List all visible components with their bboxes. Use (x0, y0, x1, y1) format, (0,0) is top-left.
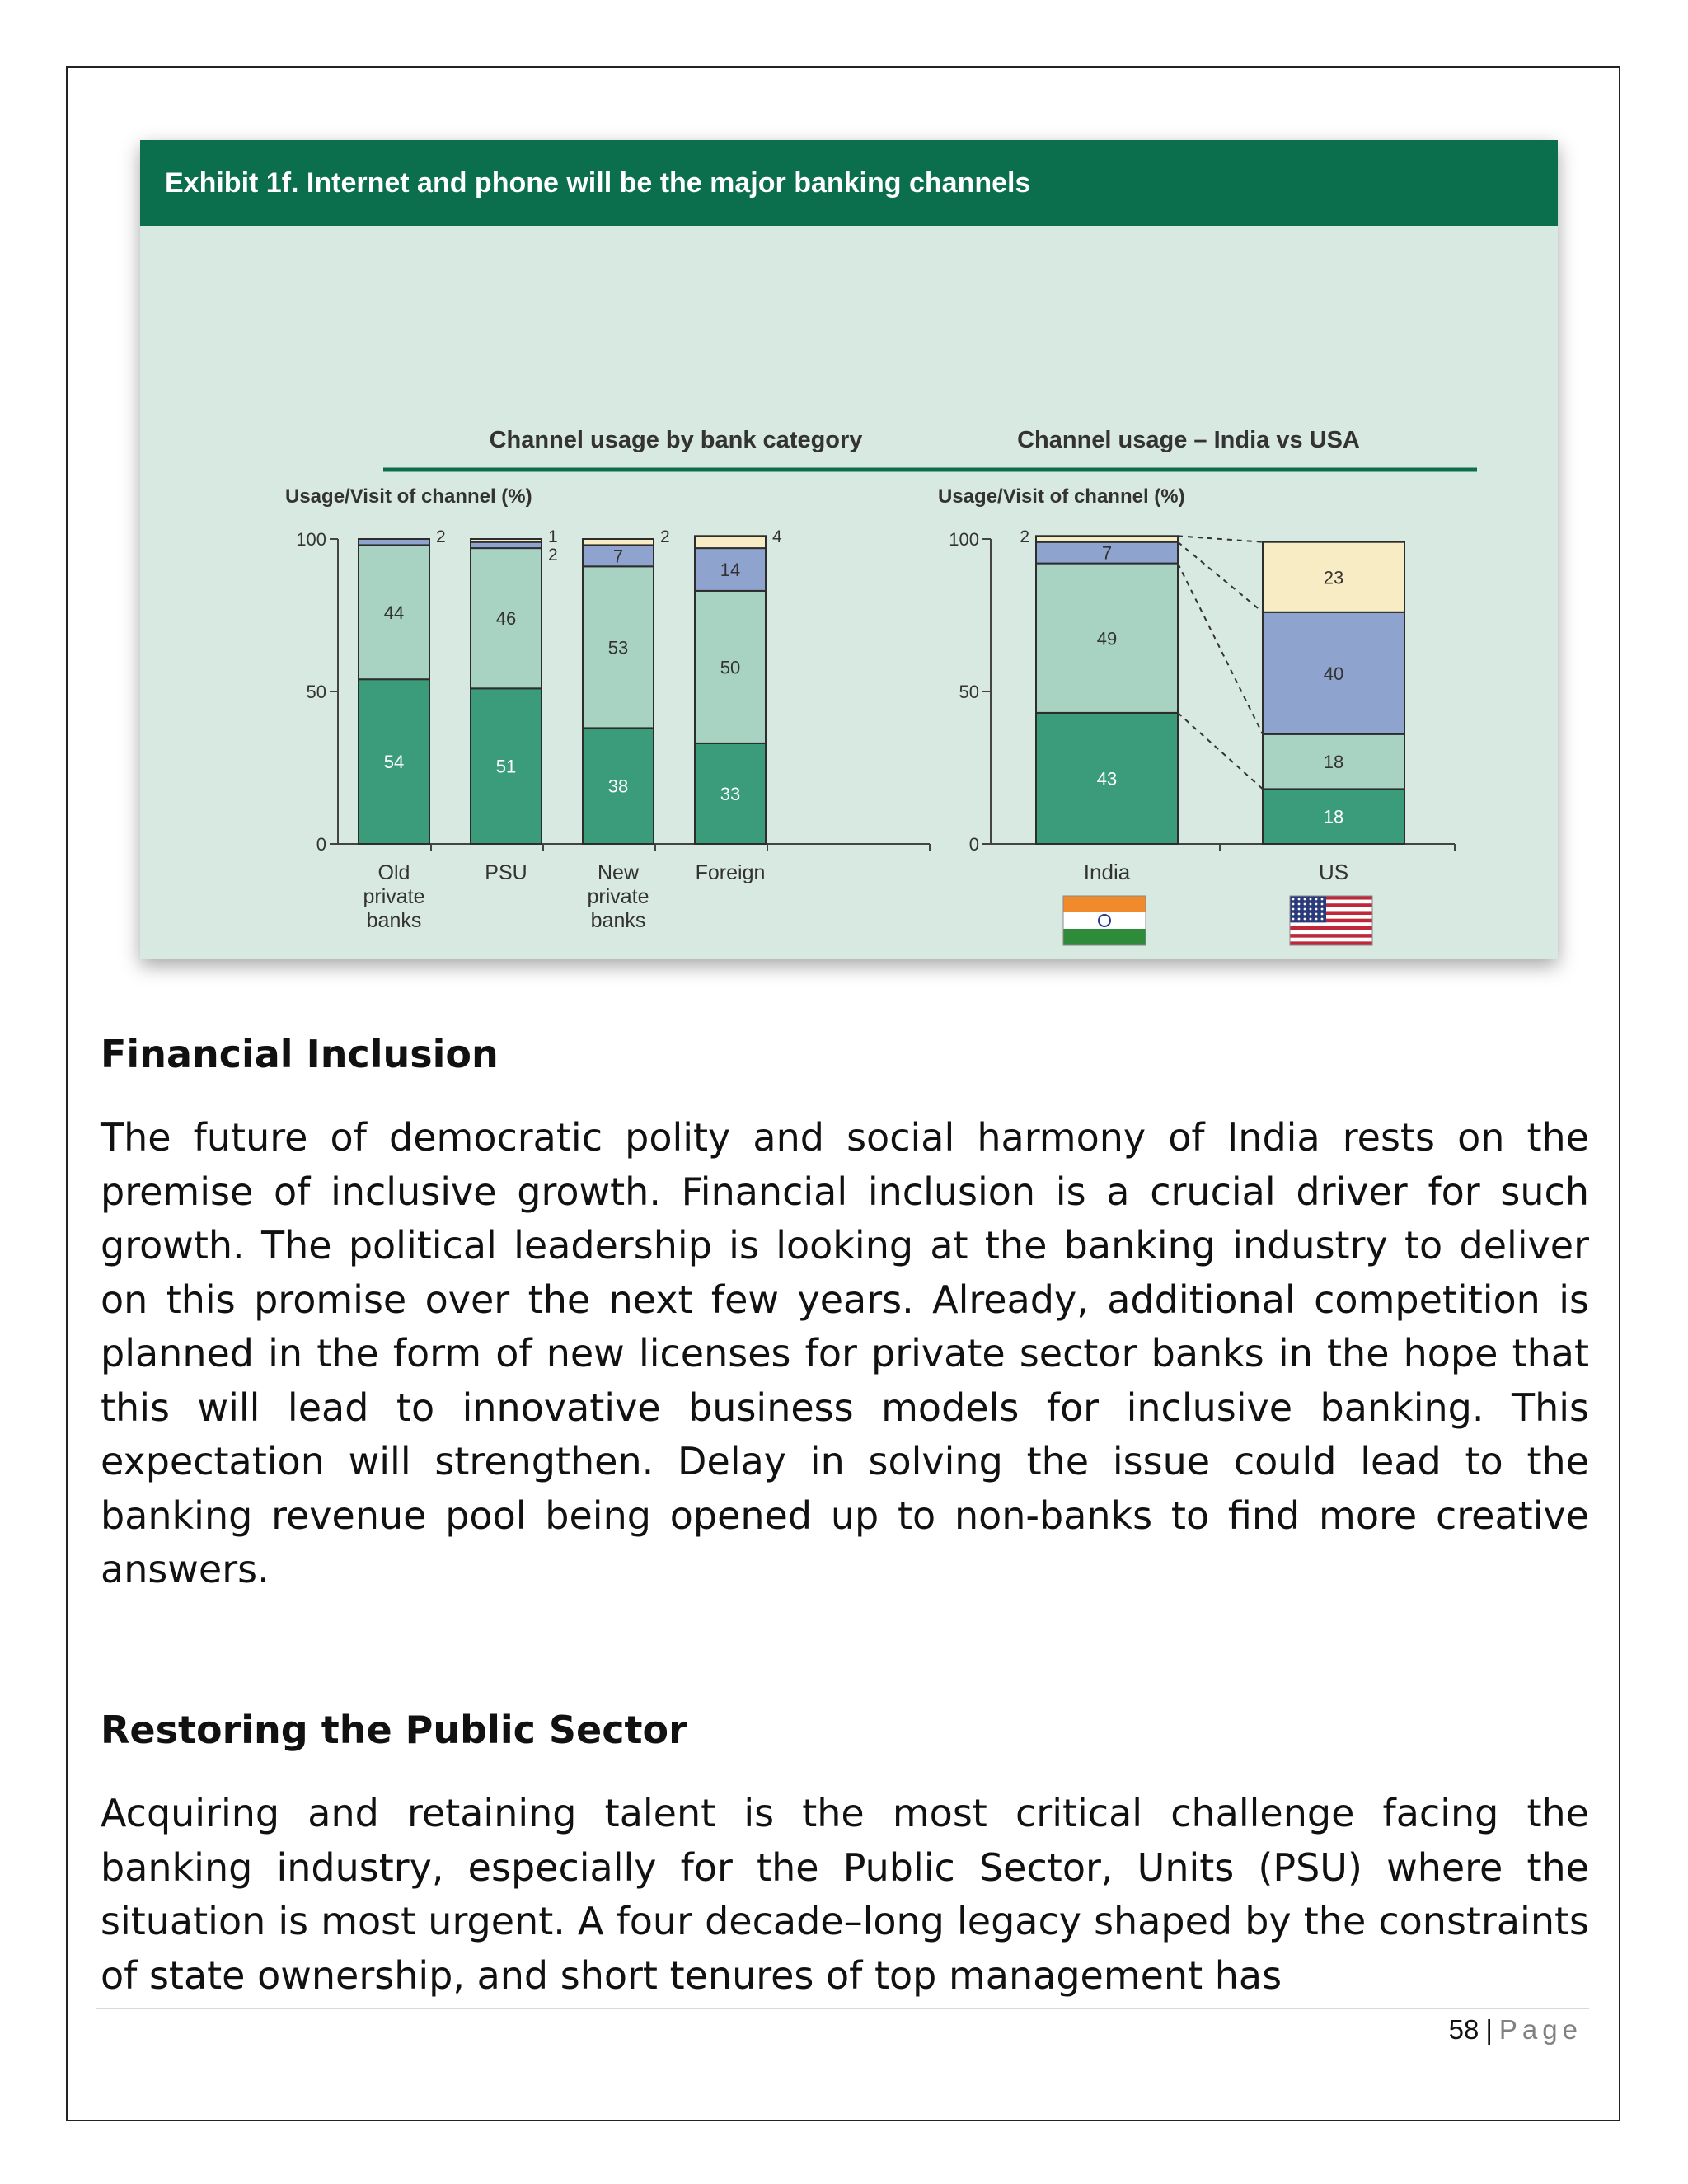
section-heading-financial-inclusion: Financial Inclusion (101, 1032, 499, 1076)
x-category-label: US (1318, 860, 1349, 884)
us-flag-star (1321, 903, 1324, 906)
connector-dashed-line (1178, 564, 1263, 734)
x-category-label: banks (366, 909, 422, 932)
data-label: 49 (1096, 628, 1118, 649)
us-flag-star (1310, 918, 1312, 921)
us-flag-star (1315, 898, 1318, 901)
us-flag-star (1315, 918, 1318, 921)
x-category-label: private (587, 885, 649, 908)
data-label: 33 (720, 783, 741, 804)
bar-segment-internet-banking (359, 539, 429, 545)
data-label: 53 (607, 637, 629, 658)
exhibit-chart (140, 226, 1558, 959)
us-flag-star (1321, 898, 1324, 901)
data-label: 23 (1323, 567, 1344, 588)
data-label: 18 (1323, 806, 1344, 827)
data-label: 7 (612, 546, 624, 567)
us-flag-star (1304, 918, 1306, 921)
us-flag-star (1304, 913, 1306, 916)
chart-title: Channel usage – India vs USA (1017, 427, 1360, 453)
x-category-label: Foreign (695, 861, 766, 884)
us-flag-star (1292, 903, 1295, 906)
data-label: 43 (1096, 768, 1118, 790)
connector-dashed-line (1178, 536, 1263, 541)
footer-separator: | (1485, 2014, 1493, 2045)
data-label: 51 (495, 756, 517, 777)
chart-title: Channel usage by bank category (489, 427, 863, 453)
us-flag-star (1292, 898, 1295, 901)
us-flag-star (1310, 908, 1312, 911)
data-label-outside: 4 (772, 527, 782, 546)
data-label: 44 (383, 602, 405, 623)
data-label: 46 (495, 608, 517, 630)
us-flag-stripe (1290, 922, 1372, 926)
y-axis-label: Usage/Visit of channel (%) (938, 485, 1185, 508)
data-label: 54 (383, 752, 405, 773)
footer-divider (96, 2008, 1589, 2009)
data-label: 7 (1101, 542, 1113, 564)
us-flag-star (1321, 908, 1324, 911)
us-flag-star (1321, 918, 1324, 921)
y-tick-label: 0 (316, 834, 326, 855)
us-flag-star (1304, 898, 1306, 901)
us-flag-star (1298, 918, 1301, 921)
page-label: Page (1498, 2014, 1582, 2045)
page-number: 58 (1448, 2014, 1479, 2045)
us-flag-star (1298, 898, 1301, 901)
us-flag-star (1310, 913, 1312, 916)
section-heading-restoring-public-sector: Restoring the Public Sector (101, 1708, 687, 1752)
us-flag-star (1304, 903, 1306, 906)
us-flag-star (1298, 913, 1301, 916)
us-flag-star (1292, 913, 1295, 916)
us-flag-star (1304, 908, 1306, 911)
india-flag-saffron-band (1063, 896, 1146, 912)
x-category-label: New (597, 861, 640, 884)
x-category-label: Old (377, 861, 410, 884)
connector-dashed-line (1178, 713, 1263, 790)
us-flag-star (1315, 913, 1318, 916)
us-flag-star (1321, 913, 1324, 916)
bar-segment-call-centers (583, 539, 654, 545)
us-flag-stripe (1290, 934, 1372, 938)
y-tick-label: 50 (306, 682, 326, 702)
data-label-outside: 2 (1020, 527, 1029, 546)
y-tick-label: 100 (949, 529, 979, 550)
y-tick-label: 50 (959, 682, 979, 702)
us-flag-star (1310, 898, 1312, 901)
data-label-outside: 1 (548, 527, 558, 546)
x-category-label: private (363, 885, 425, 908)
us-flag-stripe (1290, 930, 1372, 935)
india-flag-green-band (1063, 929, 1146, 945)
page-footer (1449, 2014, 1582, 2046)
connector-dashed-line (1178, 542, 1263, 612)
x-category-label: PSU (485, 861, 528, 884)
us-flag-star (1315, 903, 1318, 906)
exhibit-title: Exhibit 1f. Internet and phone will be the major banking channels (140, 140, 1558, 226)
us-flag-star (1315, 908, 1318, 911)
data-label-outside: 2 (660, 527, 670, 546)
data-label: 40 (1323, 663, 1344, 684)
us-flag-stripe (1290, 926, 1372, 930)
data-label: 50 (720, 657, 741, 678)
x-category-label: banks (590, 909, 646, 932)
us-flag-star (1292, 908, 1295, 911)
y-axis-label: Usage/Visit of channel (%) (285, 485, 532, 508)
bar-segment-call-centers (695, 536, 766, 548)
data-label: 18 (1323, 752, 1344, 773)
us-flag-star (1298, 908, 1301, 911)
section-paragraph-financial-inclusion: The future of democratic polity and social harmony of India rests on the premise of inclusive growth. Financial inclusion is a crucial driver for such growth. The political leadership is looking at the banking industry to deliver on this promise over the next few years. Already, additional competition is planned in the form of new licenses for private sector banks in the hope that this will lead to innovative business models for inclusive banking. This expectation will strengthen. Delay in solving the issue could lead to the banking revenue pool being opened up to non-banks to find more creative answers. (101, 1115, 1589, 1591)
x-category-label: India (1083, 860, 1131, 884)
us-flag-stripe (1290, 938, 1372, 942)
data-label: 38 (607, 776, 629, 797)
us-flag-canton (1290, 896, 1326, 922)
y-tick-label: 0 (968, 834, 979, 855)
bar-segment-call-centers (471, 539, 542, 542)
section-paragraph-restoring-public-sector: Acquiring and retaining talent is the most critical challenge facing the banking industry, especially for the Public Sector, Units (PSU) where the situation is most urgent. A four decade–long legacy shaped by the constraints of state ownership, and short tenures of top management has (101, 1791, 1589, 1998)
data-label: 14 (720, 560, 741, 580)
us-flag-star (1292, 918, 1295, 921)
exhibit-figure (140, 140, 1558, 959)
data-label-outside: 2 (436, 527, 446, 546)
y-tick-label: 100 (296, 529, 326, 550)
bar-segment-internet-banking (471, 542, 542, 548)
us-flag-stripe (1290, 941, 1372, 945)
bar-segment-call-centers (1036, 536, 1178, 541)
us-flag-star (1298, 903, 1301, 906)
data-label-outside: 2 (548, 546, 558, 565)
us-flag-star (1310, 903, 1312, 906)
